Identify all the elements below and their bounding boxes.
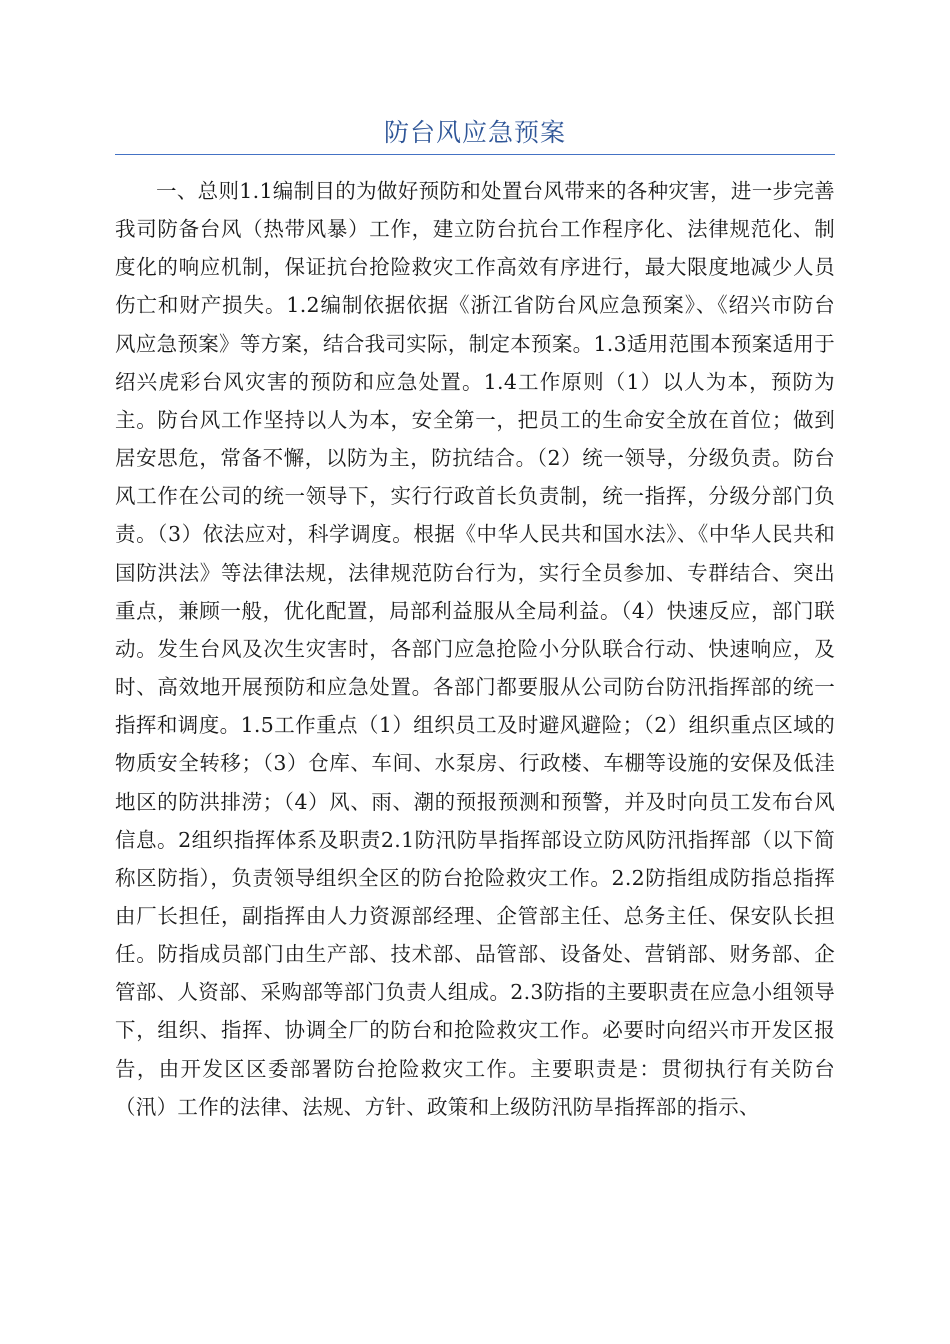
document-body-paragraph: 一、总则1.1编制目的为做好预防和处置台风带来的各种灾害，进一步完善我司防备台风（热带风暴）工作，建立防台抗台工作程序化、法律规范化、制度化的响应机制，保证抗台抢险救灾工作高效有序进行，最大限度地减少人员伤亡和财产损失。1.2编制依据依据《浙江省防台风应急预案》、《绍兴市防台风应急预案》等方案，结合我司实际，制定本预案。1.3适用范围本预案适用于绍兴虎彩台风灾害的预防和应急处置。1.4工作原则（1）以人为本，预防为主。防台风工作坚持以人为本，安全第一，把员工的生命安全放在首位；做到居安思危，常备不懈，以防为主，防抗结合。（2）统一领导，分级负责。防台风工作在公司的统一领导下，实行行政首长负责制，统一指挥，分级分部门负责。（3）依法应对，科学调度。根据《中华人民共和国水法》、《中华人民共和国防洪法》等法律法规，法律规范防台行为，实行全员参加、专群结合、突出重点，兼顾一般，优化配置，局部利益服从全局利益。（4）快速反应，部门联动。发生台风及次生灾害时，各部门应急抢险小分队联合行动、快速响应，及时、高效地开展预防和应急处置。各部门都要服从公司防台防汛指挥部的统一指挥和调度。1.5工作重点（1）组织员工及时避风避险；（2）组织重点区域的物质安全转移；（3）仓库、车间、水泵房、行政楼、车棚等设施的安保及低洼地区的防洪排涝；（4）风、雨、潮的预报预测和预警，并及时向员工发布台风信息。2组织指挥体系及职责2.1防汛防旱指挥部设立防风防汛指挥部（以下简称区防指），负责领导组织全区的防台抢险救灾工作。2.2防指组成防指总指挥由厂长担任，副指挥由人力资源部经理、企管部主任、总务主任、保安队长担任。防指成员部门由生产部、技术部、品管部、设备处、营销部、财务部、企管部、人资部、采购部等部门负责人组成。2.3防指的主要职责在应急小组领导下，组织、指挥、协调全厂的防台和抢险救灾工作。必要时向绍兴市开发区报告，由开发区区委部署防台抢险救灾工作。主要职责是：贯彻执行有关防台（汛）工作的法律、法规、方针、政策和上级防汛防旱指挥部的指示、 xyxy=(115,179,835,1119)
title-underline xyxy=(115,154,835,155)
document-title: 防台风应急预案 xyxy=(383,118,566,147)
